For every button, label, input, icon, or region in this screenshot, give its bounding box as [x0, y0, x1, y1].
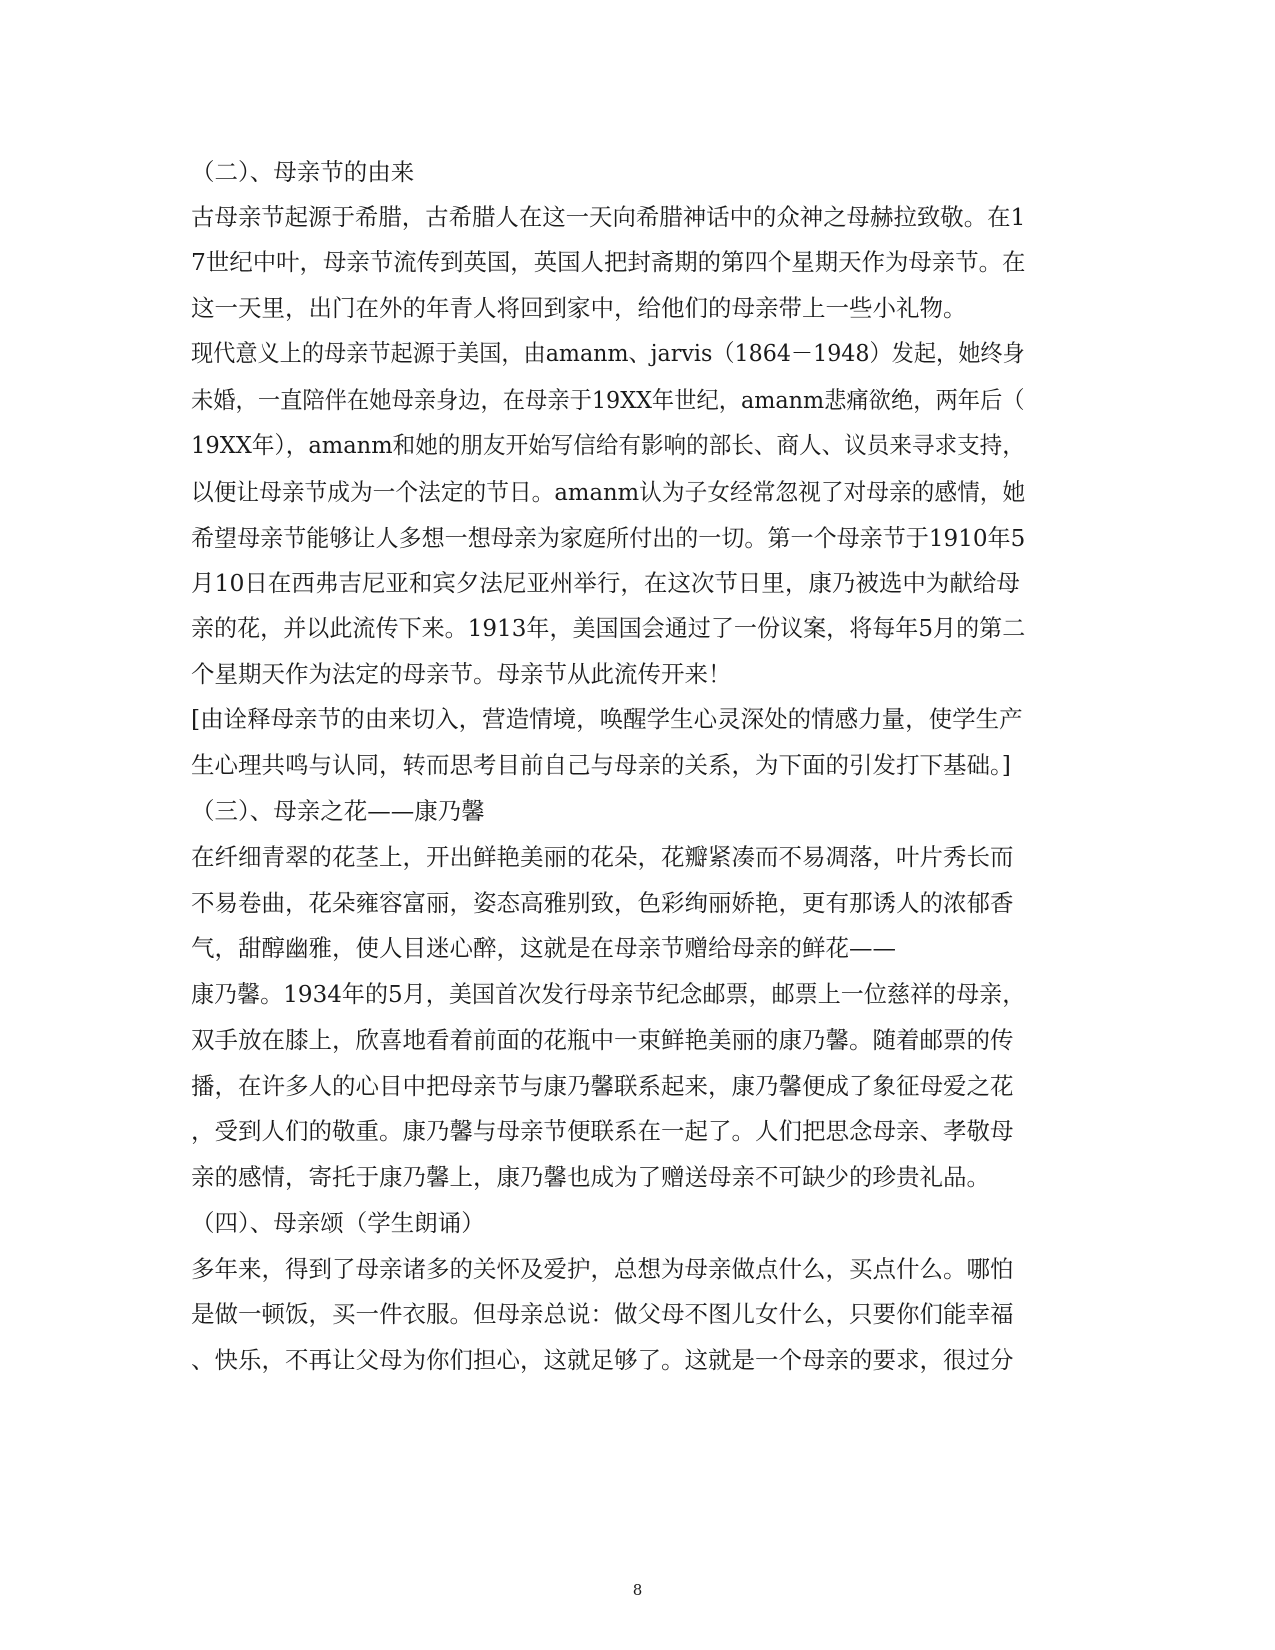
paragraph-line: 现代意义上的母亲节起源于美国，由amanm、jarvis（1864－1948）发起，她终身: [191, 339, 1025, 367]
paragraph-line: 未婚，一直陪伴在她母亲身边，在母亲于19XX年世纪，amanm悲痛欲绝，两年后（: [191, 386, 1025, 414]
page-number: 8: [632, 1581, 643, 1599]
paragraph-line: 气，甜醇幽雅，使人目迷心醉，这就是在母亲节赠给母亲的鲜花——: [191, 934, 896, 962]
paragraph-line: 古母亲节起源于希腊，古希腊人在这一天向希腊神话中的众神之母赫拉致敬。在1: [191, 203, 1026, 231]
paragraph-line: 个星期天作为法定的母亲节。母亲节从此流传开来！: [191, 660, 732, 688]
paragraph-line: 不易卷曲，花朵雍容富丽，姿态高雅别致，色彩绚丽娇艳，更有那诱人的浓郁香: [191, 889, 1014, 917]
section-heading: （二）、母亲节的由来: [191, 158, 415, 186]
paragraph-line: 多年来，得到了母亲诸多的关怀及爱护，总想为母亲做点什么，买点什么。哪怕: [191, 1255, 1014, 1283]
paragraph-line: 月10日在西弗吉尼亚和宾夕法尼亚州举行，在这次节日里，康乃被选中为献给母: [191, 569, 1020, 597]
paragraph-line: 是做一顿饭，买一件衣服。但母亲总说：做父母不图儿女什么，只要你们能幸福: [191, 1300, 1014, 1328]
paragraph-line: 亲的感情，寄托于康乃馨上，康乃馨也成为了赠送母亲不可缺少的珍贵礼品。: [191, 1163, 990, 1191]
paragraph-line: 、快乐，不再让父母为你们担心，这就足够了。这就是一个母亲的要求，很过分: [191, 1346, 1014, 1374]
paragraph-line: 康乃馨。1934年的5月，美国首次发行母亲节纪念邮票，邮票上一位慈祥的母亲，: [191, 980, 1026, 1008]
annotation-line: [由诠释母亲节的由来切入，营造情境，唤醒学生心灵深处的情感力量，使学生产: [191, 705, 1023, 733]
paragraph-line: 7世纪中叶，母亲节流传到英国，英国人把封斋期的第四个星期天作为母亲节。在: [191, 248, 1026, 276]
paragraph-line: 以便让母亲节成为一个法定的节日。amanm认为子女经常忽视了对母亲的感情，她: [191, 478, 1026, 506]
paragraph-line: ，受到人们的敬重。康乃馨与母亲节便联系在一起了。人们把思念母亲、孝敬母: [191, 1117, 1014, 1145]
paragraph-line: 19XX年），amanm和她的朋友开始写信给有影响的部长、商人、议员来寻求支持，: [191, 431, 1025, 459]
section-heading: （四）、母亲颂（学生朗诵）: [191, 1209, 485, 1237]
paragraph-line: 这一天里，出门在外的年青人将回到家中，给他们的母亲带上一些小礼物。: [191, 294, 967, 322]
paragraph-line: 在纤细青翠的花茎上，开出鲜艳美丽的花朵，花瓣紧凑而不易凋落，叶片秀长而: [191, 843, 1014, 871]
paragraph-line: 希望母亲节能够让人多想一想母亲为家庭所付出的一切。第一个母亲节于1910年5: [191, 524, 1026, 552]
annotation-line: 生心理共鸣与认同，转而思考目前自己与母亲的关系，为下面的引发打下基础。]: [191, 751, 1011, 779]
section-heading: （三）、母亲之花——康乃馨: [191, 797, 485, 825]
paragraph-line: 亲的花，并以此流传下来。1913年，美国国会通过了一份议案，将每年5月的第二: [191, 614, 1026, 642]
paragraph-line: 播，在许多人的心目中把母亲节与康乃馨联系起来，康乃馨便成了象征母爱之花: [191, 1072, 1014, 1100]
paragraph-line: 双手放在膝上，欣喜地看着前面的花瓶中一束鲜艳美丽的康乃馨。随着邮票的传: [191, 1026, 1014, 1054]
